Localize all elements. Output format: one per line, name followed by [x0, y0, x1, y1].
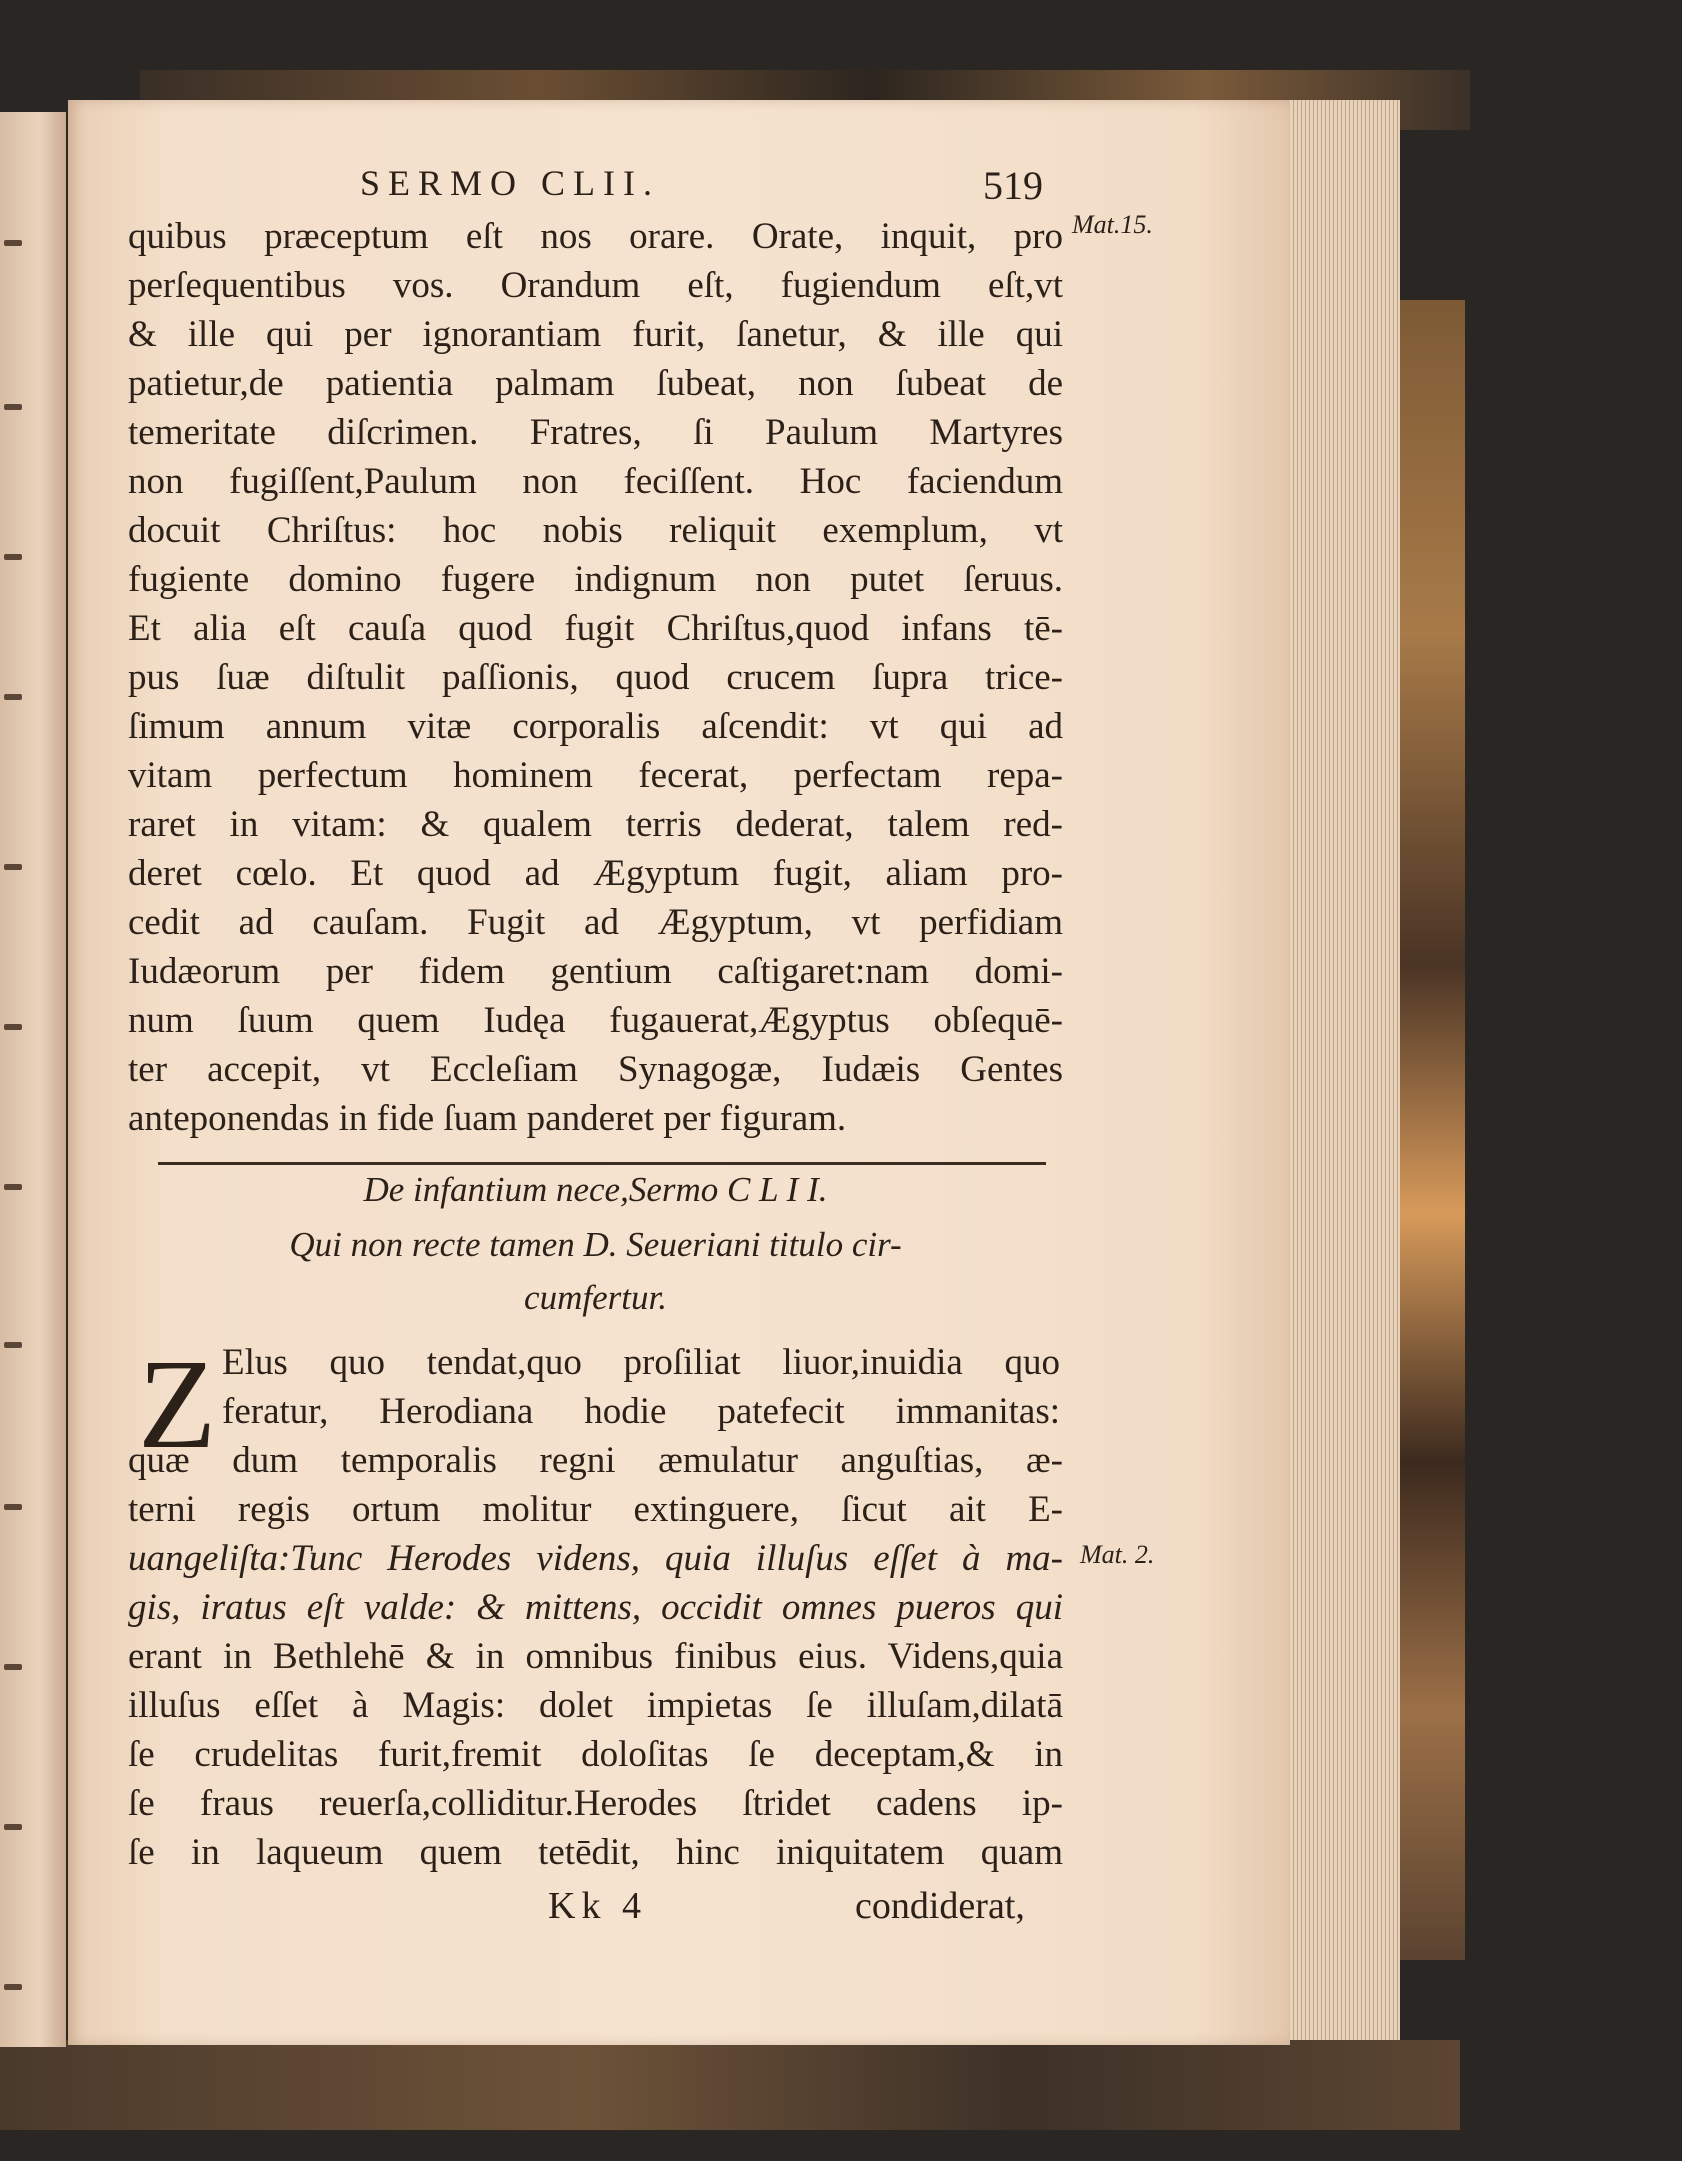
sermon-heading: De infantium nece,Sermo C L I I. — [363, 1170, 828, 1209]
page-stack-edges — [1290, 100, 1400, 2040]
page-number: 519 — [983, 163, 1043, 208]
text-line: vitam perfectum hominem fecerat, perfectam repa- — [128, 755, 1063, 796]
text-line: docuit Chriſtus: hoc nobis reliquit exemplum, vt — [128, 510, 1063, 551]
signature-mark: Kk 4 — [548, 1885, 647, 1927]
text-line: non fugiſſent,Paulum non feciſſent. Hoc faciendum — [128, 461, 1063, 502]
section-rule — [158, 1162, 1046, 1165]
sermon-subheading: cumfertur. — [524, 1278, 667, 1317]
text-line: quibus præceptum eſt nos orare. Orate, inquit, pro — [128, 216, 1063, 257]
margin-note: Mat.15. — [1072, 210, 1153, 239]
text-line: anteponendas in fide ſuam panderet per figuram. — [128, 1098, 847, 1139]
text-line: & ille qui per ignorantiam furit, ſanetur, & ille qui — [128, 314, 1063, 355]
text-line: Elus quo tendat,quo proſiliat liuor,inuidia quo — [222, 1342, 1060, 1383]
text-line: Et alia eſt cauſa quod fugit Chriſtus,quod infans tē- — [128, 608, 1063, 649]
text-line: ſe crudelitas furit,fremit doloſitas ſe deceptam,& in — [128, 1734, 1063, 1775]
text-line: quæ dum temporalis regni æmulatur anguſtias, æ- — [128, 1440, 1063, 1481]
drop-cap: Z — [138, 1333, 217, 1475]
text-line: ſimum annum vitæ corporalis aſcendit: vt qui ad — [128, 706, 1063, 747]
facing-page-edge — [0, 112, 66, 2047]
sermon-subheading: Qui non recte tamen D. Seueriani titulo cir- — [289, 1225, 902, 1264]
text-line: illuſus eſſet à Magis: dolet impietas ſe illuſam,dilatā — [128, 1685, 1063, 1726]
text-line: pus ſuæ diſtulit paſſionis, quod crucem ſupra trice- — [128, 657, 1063, 698]
text-line: terni regis ortum molitur extinguere, ſicut ait E- — [128, 1489, 1063, 1530]
book-cover-edge — [1400, 300, 1465, 1960]
text-line: Iudæorum per fidem gentium caſtigaret:nam domi- — [128, 951, 1063, 992]
text-line: temeritate diſcrimen. Fratres, ſi Paulum Martyres — [128, 412, 1063, 453]
text-line: ter accepit, vt Eccleſiam Synagogæ, Iudæis Gentes — [128, 1049, 1063, 1090]
book-cover-bottom — [0, 2040, 1460, 2130]
text-line: gis, iratus eſt valde: & mittens, occidit omnes pueros qui — [128, 1587, 1063, 1628]
text-line: feratur, Herodiana hodie patefecit immanitas: — [222, 1391, 1060, 1432]
text-line: ſe in laqueum quem tetēdit, hinc iniquitatem quam — [128, 1832, 1063, 1873]
text-line: num ſuum quem Iudęa fugauerat,Ægyptus obſequē- — [128, 1000, 1063, 1041]
text-line: deret cœlo. Et quod ad Ægyptum fugit, aliam pro- — [128, 853, 1063, 894]
text-line: raret in vitam: & qualem terris dederat, talem red- — [128, 804, 1063, 845]
margin-note: Mat. 2. — [1080, 1540, 1155, 1569]
text-line: perſequentibus vos. Orandum eſt, fugiendum eſt,vt — [128, 265, 1063, 306]
text-line: ſe fraus reuerſa,colliditur.Herodes ſtridet cadens ip- — [128, 1783, 1063, 1824]
text-line: erant in Bethlehē & in omnibus finibus eius. Videns,quia — [128, 1636, 1063, 1677]
text-line: uangeliſta:Tunc Herodes videns, quia illuſus eſſet à ma- — [128, 1538, 1063, 1579]
text-line: cedit ad cauſam. Fugit ad Ægyptum, vt perfidiam — [128, 902, 1063, 943]
catchword: condiderat, — [855, 1885, 1025, 1927]
running-head: SERMO CLII. — [360, 163, 661, 203]
text-line: patietur,de patientia palmam ſubeat, non ſubeat de — [128, 363, 1063, 404]
text-line: fugiente domino fugere indignum non putet ſeruus. — [128, 559, 1063, 600]
